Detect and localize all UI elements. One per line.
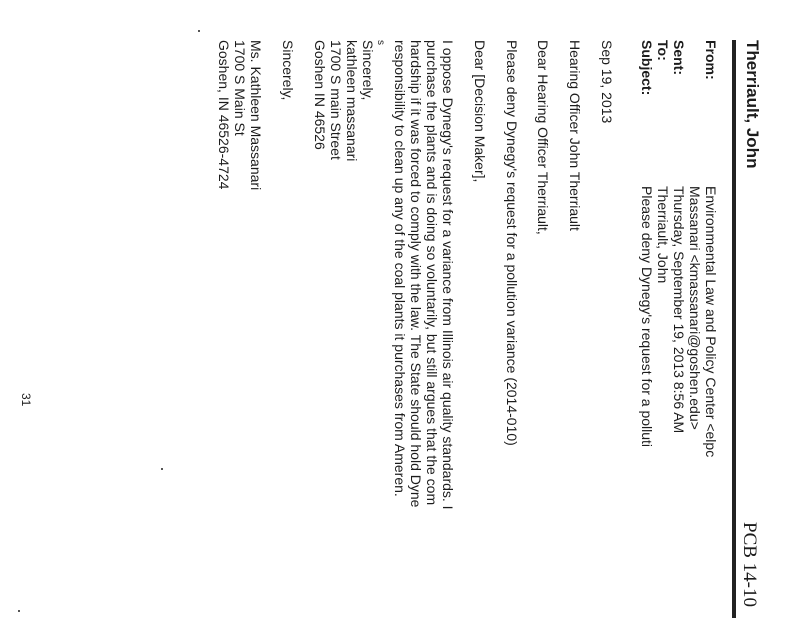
- signature-1-line-1: Sincerely,: [360, 40, 376, 101]
- paragraph-line-3: hardship if it was forced to comply with the law. The State should hold Dyne: [408, 40, 424, 508]
- scan-speck: [18, 610, 20, 612]
- signature-2-line-2: 1700 S Main St: [232, 40, 248, 136]
- signature-1-line-4: Goshen IN 46526: [312, 40, 328, 150]
- paragraph-line-4: responsibility to clean up any of the coal plants it purchases from Ameren.: [392, 40, 408, 497]
- scan-speck: [198, 30, 200, 32]
- document-header-name: Therriault, John: [743, 40, 762, 169]
- signature-2-line-3: Goshen, IN 46526-4724: [216, 40, 232, 190]
- scan-speck: [161, 468, 163, 470]
- subject-value: Please deny Dynegy's request for a polluti: [639, 186, 655, 448]
- paragraph-line-2: purchase the plants and is doing so voluntarily, but still argues that the com: [424, 40, 440, 506]
- letter-date: Sep 19, 2013: [599, 40, 615, 124]
- paragraph-line-1: I oppose Dynegy's request for a variance from Illinois air quality standards. I: [440, 40, 456, 510]
- letter-closing: Sincerely,: [280, 40, 296, 101]
- sent-label: Sent:: [671, 40, 687, 75]
- signature-2-line-1: Ms. Kathleen Massanari: [248, 40, 264, 191]
- to-value: Therriault, John: [655, 186, 671, 284]
- stray-mark: s: [375, 40, 386, 45]
- case-number: PCB 14-10: [739, 522, 760, 607]
- header-divider: [732, 40, 736, 618]
- to-label: To:: [655, 40, 671, 61]
- signature-1-line-2: kathleen massanari: [344, 40, 360, 162]
- letter-opening: Please deny Dynegy's request for a pollution variance (2014-010): [504, 40, 520, 446]
- page-number: 31: [19, 393, 33, 407]
- from-label: From:: [703, 40, 719, 80]
- letter-greeting: Dear [Decision Maker],: [472, 40, 488, 183]
- letter-salutation: Dear Hearing Officer Therriault,: [535, 40, 551, 235]
- signature-1-line-3: 1700 S main Street: [328, 40, 344, 160]
- letter-recipient: Hearing Officer John Therriault: [567, 40, 583, 231]
- from-value-line-2: Massanari <kmassanari@goshen.edu>: [687, 186, 703, 430]
- subject-label: Subject:: [639, 40, 655, 96]
- sent-value: Thursday, September 19, 2013 8:56 AM: [671, 186, 687, 434]
- from-value-line-1: Environmental Law and Policy Center <elpc: [703, 186, 719, 458]
